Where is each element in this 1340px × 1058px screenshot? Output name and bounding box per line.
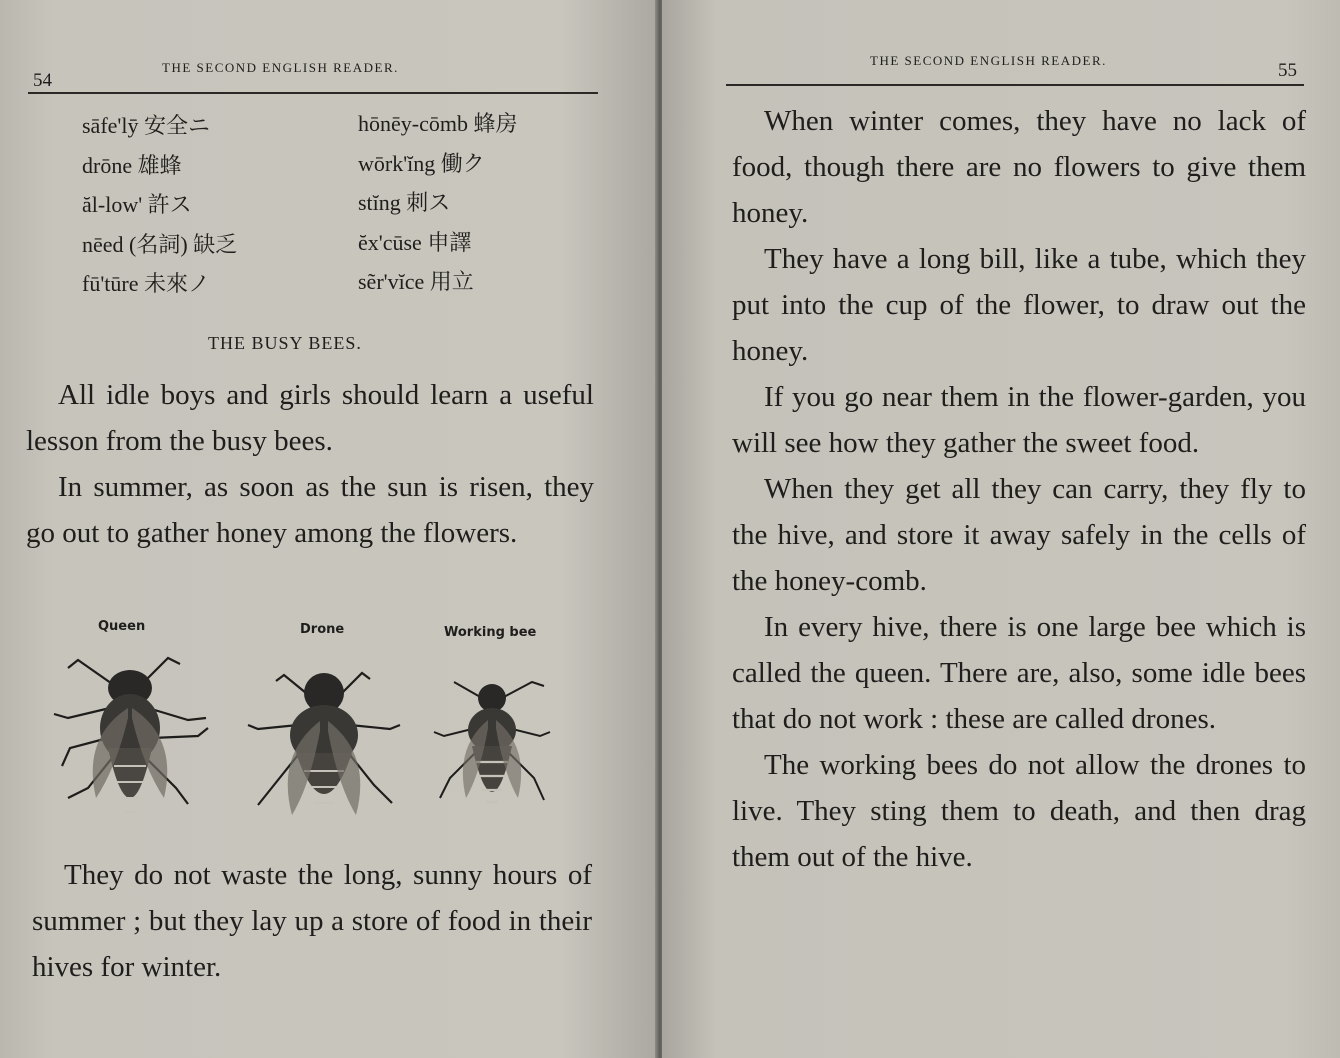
paragraph: When they get all they can carry, they fly to the hive, and store it away safely in the cells of the honey-comb. [732, 473, 1306, 597]
vocab-item: drōne 雄蜂 [82, 152, 182, 178]
right-body [732, 98, 1306, 880]
drone-bee-illustration [244, 665, 404, 830]
vocabulary-list-col1 [82, 106, 342, 304]
vocabulary-list-col2 [358, 104, 598, 302]
paragraph: If you go near them in the flower-garden, you will see how they gather the sweet food. [732, 381, 1306, 459]
caption-queen: Queen [98, 619, 146, 634]
caption-drone: Drone [300, 622, 345, 637]
right-page [662, 0, 1340, 1058]
running-header-left: THE SECOND ENGLISH READER. [162, 60, 399, 75]
running-header-right: THE SECOND ENGLISH READER. [870, 53, 1107, 68]
vocab-item: sẽr'vĭce 用立 [358, 269, 474, 294]
page-number-left: 54 [33, 70, 52, 91]
vocab-item: nēed (名詞) 缺乏 [82, 231, 238, 257]
paragraph: They have a long bill, like a tube, which they put into the cup of the flower, to draw out the honey. [732, 243, 1306, 367]
left-body-bottom [32, 852, 592, 990]
vocab-item: stĭng 刺ス [358, 190, 451, 215]
queen-bee-illustration [48, 648, 218, 838]
paragraph: The working bees do not allow the drones to live. They sting them to death, and then drag them out of the hive. [732, 749, 1306, 873]
paragraph: In every hive, there is one large bee which is called the queen. There are, also, some idle bees that do not work : these are called drones. [732, 611, 1306, 735]
paragraph: They do not waste the long, sunny hours of summer ; but they lay up a store of food in their hives for winter. [32, 859, 592, 983]
working-bee-illustration [432, 678, 552, 826]
vocab-item: hōnēy-cōmb 蜂房 [358, 111, 518, 136]
paragraph: When winter comes, they have no lack of food, though there are no flowers to give them honey. [732, 105, 1306, 229]
header-rule-left [28, 92, 598, 94]
caption-working-bee: Working bee [444, 625, 537, 640]
vocab-item: wōrk'ĭng 働ク [358, 150, 485, 176]
paragraph: In summer, as soon as the sun is risen, they go out to gather honey among the flowers. [26, 471, 594, 549]
vocab-item: fū'tūre 未來ノ [82, 271, 210, 296]
paragraph: All idle boys and girls should learn a useful lesson from the busy bees. [26, 379, 594, 457]
lesson-title: THE BUSY BEES. [208, 333, 362, 353]
page-number-right: 55 [1278, 60, 1297, 81]
vocab-item: ĕx'cūse 申譯 [358, 229, 472, 255]
left-page [0, 0, 660, 1058]
header-rule-right [726, 84, 1304, 86]
left-body-top [26, 372, 594, 556]
vocab-item: ăl-low' 許ス [82, 192, 192, 217]
vocab-item: sāfe'lȳ 安全ニ [82, 113, 210, 138]
